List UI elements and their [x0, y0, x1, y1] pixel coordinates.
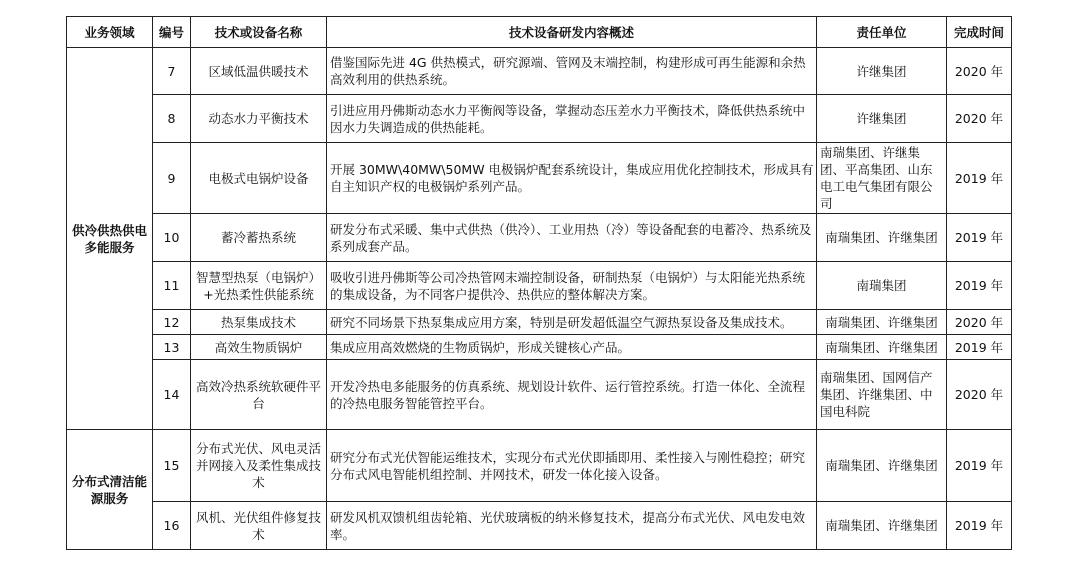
- table-row: [67, 360, 1012, 430]
- row-number: 8: [153, 95, 191, 143]
- row-description: 研发风机双馈机组齿轮箱、光伏玻璃板的纳米修复技术，提高分布式光伏、风电发电效率。: [327, 502, 817, 550]
- row-name: 高效生物质锅炉: [191, 335, 327, 360]
- header-name: 技术或设备名称: [191, 17, 327, 48]
- row-year: 2020 年: [947, 95, 1012, 143]
- row-number: 7: [153, 48, 191, 95]
- header-number: 编号: [153, 17, 191, 48]
- table-row: [67, 335, 1012, 360]
- row-unit: 南瑞集团、国网信产集团、许继集团、中国电科院: [817, 360, 947, 430]
- row-year: 2020 年: [947, 310, 1012, 335]
- table-row: [67, 310, 1012, 335]
- row-name: 热泵集成技术: [191, 310, 327, 335]
- row-year: 2020 年: [947, 48, 1012, 95]
- row-number: 9: [153, 143, 191, 214]
- row-description: 吸收引进丹佛斯等公司冷热管网末端控制设备，研制热泵（电锅炉）与太阳能光热系统的集成设备，为不同客户提供冷、热供应的整体解决方案。: [327, 262, 817, 310]
- row-number: 14: [153, 360, 191, 430]
- row-year: 2019 年: [947, 143, 1012, 214]
- row-name: 高效冷热系统软硬件平台: [191, 360, 327, 430]
- row-year: 2019 年: [947, 214, 1012, 262]
- row-name: 蓄冷蓄热系统: [191, 214, 327, 262]
- header-domain: 业务领域: [67, 17, 153, 48]
- row-name: 动态水力平衡技术: [191, 95, 327, 143]
- row-number: 13: [153, 335, 191, 360]
- row-unit: 南瑞集团、许继集团: [817, 335, 947, 360]
- row-description: 研究不同场景下热泵集成应用方案，特别是研发超低温空气源热泵设备及集成技术。: [327, 310, 817, 335]
- row-description: 研究分布式光伏智能运维技术，实现分布式光伏即插即用、柔性接入与刚性稳控；研究分布式风电智能机组控制、并网技术，研发一体化接入设备。: [327, 430, 817, 502]
- row-unit: 南瑞集团、许继集团: [817, 430, 947, 502]
- row-unit: 南瑞集团、许继集团: [817, 310, 947, 335]
- row-year: 2019 年: [947, 335, 1012, 360]
- row-name: 分布式光伏、风电灵活并网接入及柔性集成技术: [191, 430, 327, 502]
- row-description: 集成应用高效燃烧的生物质锅炉，形成关键核心产品。: [327, 335, 817, 360]
- table-row: [67, 214, 1012, 262]
- row-unit: 南瑞集团、许继集团: [817, 502, 947, 550]
- row-name: 电极式电锅炉设备: [191, 143, 327, 214]
- domain-cell-multi-energy: 供冷供热供电多能服务: [67, 48, 153, 430]
- table-row: [67, 48, 1012, 95]
- row-description: 引进应用丹佛斯动态水力平衡阀等设备，掌握动态压差水力平衡技术，降低供热系统中因水力失调造成的供热能耗。: [327, 95, 817, 143]
- table-row: [67, 262, 1012, 310]
- row-description: 开展 30MW\40MW\50MW 电极锅炉配套系统设计，集成应用优化控制技术，形成具有自主知识产权的电极锅炉系列产品。: [327, 143, 817, 214]
- row-number: 10: [153, 214, 191, 262]
- row-name: 风机、光伏组件修复技术: [191, 502, 327, 550]
- table-row: [67, 143, 1012, 214]
- header-description: 技术设备研发内容概述: [327, 17, 817, 48]
- row-number: 15: [153, 430, 191, 502]
- row-unit: 许继集团: [817, 95, 947, 143]
- row-number: 11: [153, 262, 191, 310]
- row-unit: 南瑞集团、许继集团、平高集团、山东电工电气集团有限公司: [817, 143, 947, 214]
- row-year: 2020 年: [947, 360, 1012, 430]
- row-unit: 南瑞集团、许继集团: [817, 214, 947, 262]
- table-row: [67, 430, 1012, 502]
- row-year: 2019 年: [947, 502, 1012, 550]
- header-completion-time: 完成时间: [947, 17, 1012, 48]
- header-responsible-unit: 责任单位: [817, 17, 947, 48]
- row-number: 12: [153, 310, 191, 335]
- row-description: 借鉴国际先进 4G 供热模式，研究源端、管网及末端控制，构建形成可再生能源和余热高效利用的供热系统。: [327, 48, 817, 95]
- row-number: 16: [153, 502, 191, 550]
- domain-cell-distributed-clean-energy: 分布式清洁能源服务: [67, 430, 153, 550]
- header-row: [67, 17, 1012, 48]
- table-row: [67, 502, 1012, 550]
- row-unit: 南瑞集团: [817, 262, 947, 310]
- row-year: 2019 年: [947, 262, 1012, 310]
- row-year: 2019 年: [947, 430, 1012, 502]
- tech-rd-table: [66, 16, 1012, 550]
- row-name: 区域低温供暖技术: [191, 48, 327, 95]
- row-description: 研发分布式采暖、集中式供热（供冷）、工业用热（冷）等设备配套的电蓄冷、热系统及系列成套产品。: [327, 214, 817, 262]
- row-name: 智慧型热泵（电锅炉）+光热柔性供能系统: [191, 262, 327, 310]
- row-unit: 许继集团: [817, 48, 947, 95]
- row-description: 开发冷热电多能服务的仿真系统、规划设计软件、运行管控系统。打造一体化、全流程的冷热电服务智能管控平台。: [327, 360, 817, 430]
- table-row: [67, 95, 1012, 143]
